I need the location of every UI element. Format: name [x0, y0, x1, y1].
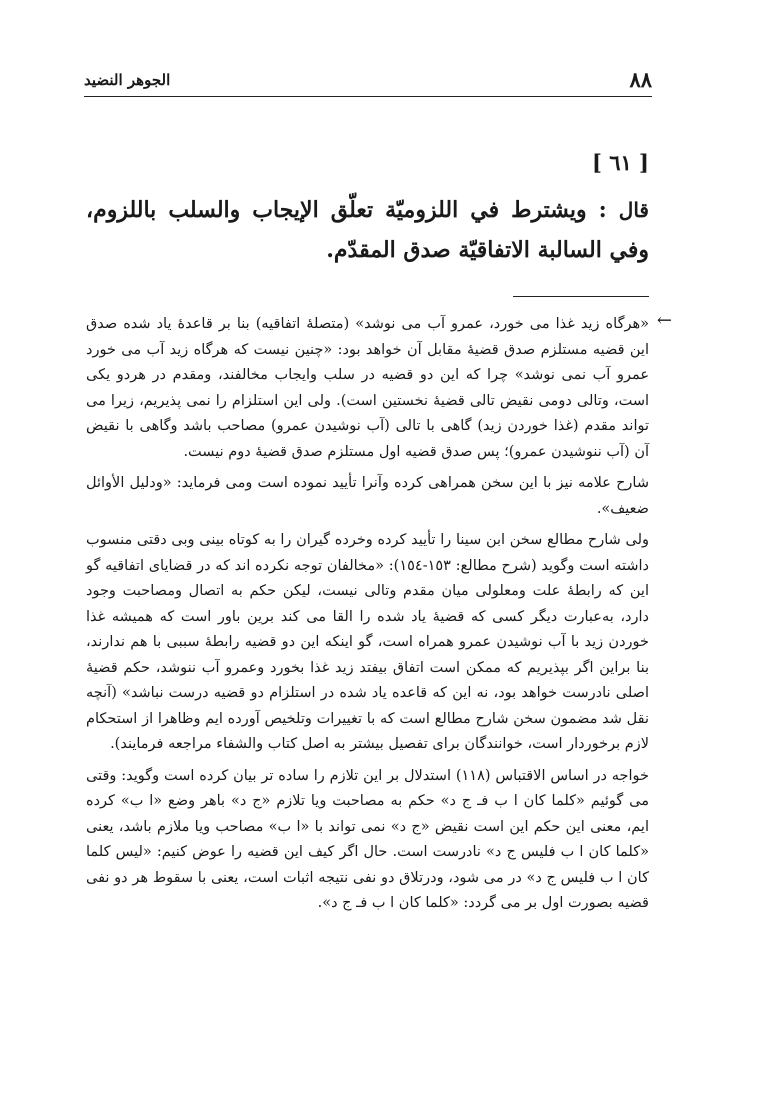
footnote-block	[86, 312, 649, 923]
main-text	[86, 190, 649, 270]
section-number: [ ٦١ ]	[591, 150, 649, 175]
running-header	[84, 66, 652, 97]
footnote-divider	[513, 296, 649, 297]
main-text-body: : ويشترط في اللزوميّة تعلّق الإيجاب والسلب باللزوم، وفي السالبة الاتفاقيّة صدق المقدّم.	[86, 197, 649, 263]
footnote-paragraph-2: شارح علامه نيز با اين سخن همراهى كرده وآنرا تأييد نموده است ومى فرمايد: «ودليل الأوائل ضعيف».	[86, 475, 650, 517]
footnote-paragraph-4: خواجه در اساس الاقتباس (١١٨) استدلال بر اين تلازم را ساده تر بيان كرده است وگويد: وقتى مى گوئيم «كلما كان ا ب فـ ج د» حكم به مصاحبت ويا تلازم «ج د» باهر وضع «ا ب» كرده ايم، معنى اين حكم اين است نقيض «ج د» نمى تواند با «ا ب» مصاحب ويا ملازم باشد، يعنى «كلما كان ا ب فليس ج د» نادرست است. حال اگر كيف اين قضيه را عوض كنيم: «ليس كلما كان ا ب فليس ج د» در مى شود، ودرتلاق دو نفى نتيجه اثبات است، يعنى با سقوط هر دو نفى قضيه بصورت اول بر مى گردد: «كلما كان ا ب فـ ج د».	[86, 767, 650, 911]
footnote-paragraph-1: «هرگاه زيد غذا مى خورد، عمرو آب مى نوشد» (متصلهٔ اتفاقيه) بنا بر قاعدهٔ ياد شده صدق اين قضيه مستلزم صدق قضيهٔ مقابل آن خواهد بود: «چنين نيست كه هرگاه زيد آب مى خورد عمرو آب نمى نوشد» چرا كه اين دو قضيه در سلب وايجاب مخالفند، ومقدم در هردو يكى است، وتالى دومى نقيض تالى قضيهٔ نخستين است). ولى اين استلزام را نمى پذيريم، زيرا مى تواند مقدم (غذا خوردن زيد) گاهى با تالى (آب نوشيدن عمرو) مصاحب باشد وگاهى با نقيض آن (آب ننوشيدن عمرو)؛ پس صدق قضيه اول مستلزم صدق قضيهٔ دوم نيست.	[86, 316, 649, 460]
qal-label: قال	[618, 198, 649, 222]
book-title: الجوهر النضيد	[84, 71, 171, 89]
footnote-paragraph-3: ولى شارح مطالع سخن ابن سينا را تأييد كرده وخرده گيران را به كوتاه بينى وبى دقتى منسوب داشته است وگويد (شرح مطالع: ١٥٣-١٥٤): «مخالفان توجه نكرده اند كه در قضاياى اتفاقيه گو اين كه رابطهٔ علت ومعلولى ميان مقدم وتالى نيست، ليكن حكم به اتصال ومصاحبت وجود دارد، به‌عبارت ديگر كسى كه قضيهٔ ياد شده را القا مى كند برين باور است كه هميشه غذا خوردن زيد با آب نوشيدن عمرو همراه است، گو اينكه اين دو قضيه رابطهٔ سببى با هم ندارند، بنا براين اگر بپذيريم كه ممكن است اتفاق بيفتد زيد غذا بخورد وعمرو آب ننوشد، حكم قضيهٔ اصلى نادرست خواهد بود، نه اين كه قاعده ياد شده در استلزام دو قضيه درست نباشد» (آنچه نقل شد مضمون سخن شارح مطالع است كه با تغييرات وتلخيص آورده ايم وظاهرا از استحكام لازم برخوردار است، خوانندگان براى تفصيل بيشتر به اصل كتاب والشفاء مراجعه فرمايند).	[86, 532, 649, 752]
continuation-arrow-icon: ←	[656, 310, 672, 331]
page-number: ٨٨	[629, 67, 652, 92]
